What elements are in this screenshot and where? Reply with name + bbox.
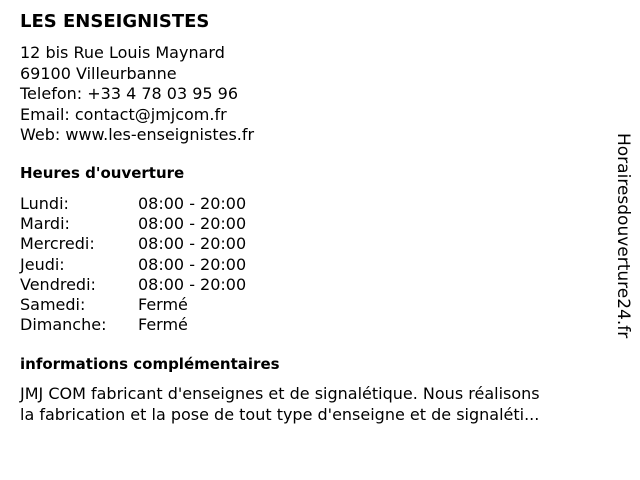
hours-day: Lundi: [20,194,69,213]
hours-row [20,255,246,275]
info-line: la fabrication et la pose de tout type d'enseigne et de signaléti... [20,404,540,424]
web-line: Web: www.les-enseignistes.fr [20,125,255,144]
hours-time: 08:00 - 20:00 [138,194,247,213]
hours-time: Fermé [138,295,188,315]
hours-time: 08:00 - 20:00 [138,234,247,254]
site-watermark: Horairesdouverture24.fr [613,133,633,339]
hours-time: Fermé [138,315,188,335]
hours-row [20,214,246,234]
hours-day: Mardi: [20,214,70,234]
hours-heading: Heures d'ouverture [20,164,185,182]
hours-day: Samedi: [20,295,86,315]
contact-block [20,43,254,146]
hours-row [20,275,246,295]
info-description [20,384,610,425]
email-line: Email: contact@jmjcom.fr [20,104,227,124]
business-name: LES ENSEIGNISTES [20,11,210,32]
hours-table [20,194,246,335]
hours-day: Mercredi: [20,234,95,254]
hours-row [20,194,246,214]
hours-row [20,234,246,254]
hours-day: Jeudi: [20,254,65,274]
info-line: JMJ COM fabricant d'enseignes et de signalétique. Nous réalisons [20,384,540,403]
hours-day: Vendredi: [20,274,96,294]
hours-day: Dimanche: [20,315,107,335]
hours-time: 08:00 - 20:00 [138,254,247,274]
hours-time: 08:00 - 20:00 [138,274,247,294]
info-heading: informations complémentaires [20,355,280,373]
hours-row [20,295,246,315]
hours-row [20,315,246,335]
phone-line: Telefon: +33 4 78 03 95 96 [20,84,239,103]
address-city: 69100 Villeurbanne [20,63,177,83]
hours-time: 08:00 - 20:00 [138,214,247,234]
address-street: 12 bis Rue Louis Maynard [20,43,225,62]
